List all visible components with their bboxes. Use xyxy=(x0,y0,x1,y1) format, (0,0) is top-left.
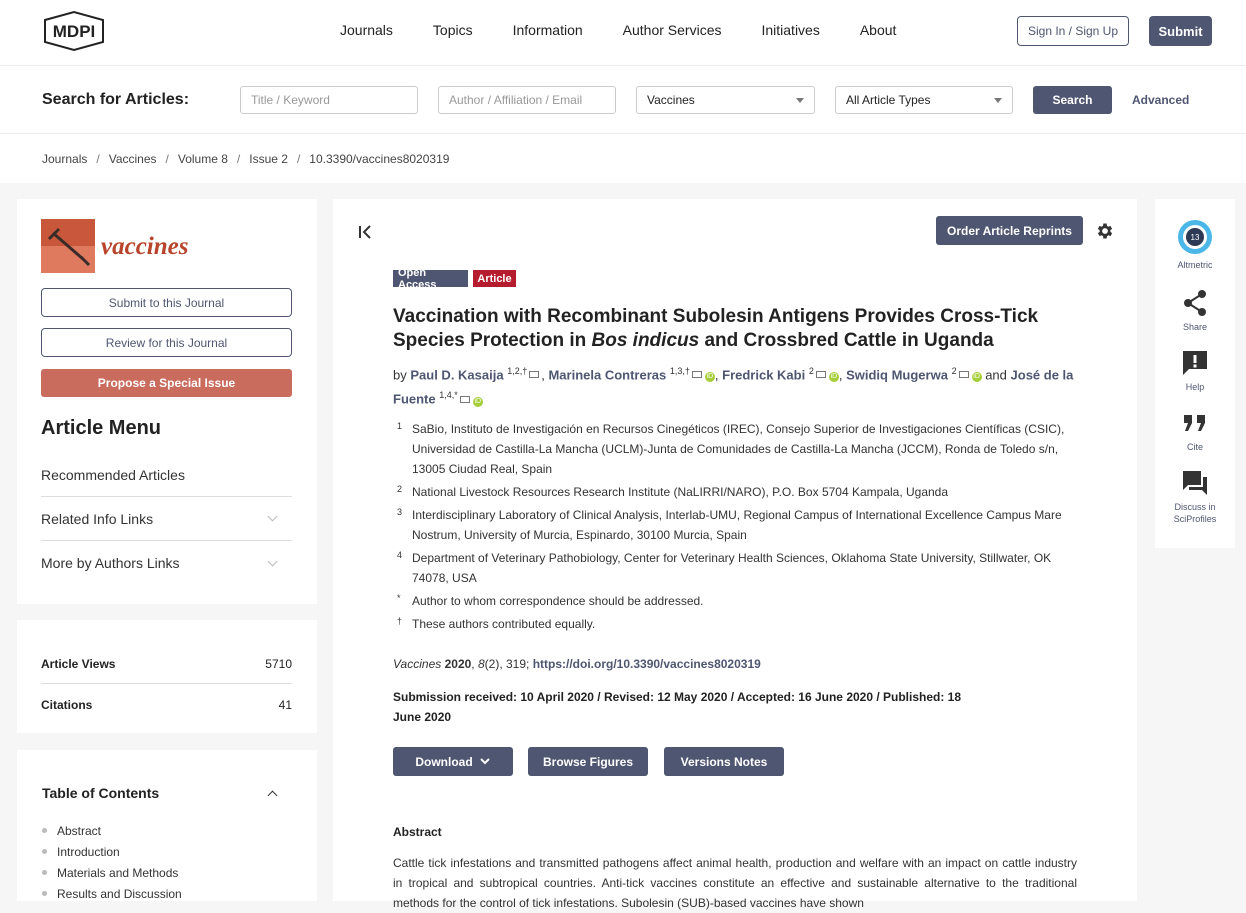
author-affiliation-input[interactable]: Author / Affiliation / Email xyxy=(438,86,616,114)
review-for-journal-button[interactable]: Review for this Journal xyxy=(41,328,292,357)
menu-related-info-links[interactable] xyxy=(41,497,292,541)
author-name[interactable]: José de la Fuente xyxy=(393,367,1074,407)
download-button[interactable] xyxy=(393,747,513,776)
nav-author-services[interactable]: Author Services xyxy=(622,22,722,38)
author-affiliation-sup: 2 xyxy=(808,366,814,376)
tool-label: Discuss in SciProfiles xyxy=(1173,502,1217,524)
stat-value: 5710 xyxy=(265,657,292,671)
article-type-badge: Article xyxy=(473,270,516,287)
mail-icon[interactable] xyxy=(460,396,470,403)
author-affiliation-sup: 1,4,* xyxy=(439,390,458,401)
abstract-text: Cattle tick infestations and transmitted pathogens affect animal health, production and welfare with an impact on cattle industry in tropical and subtropical countries. Anti-tick vaccines constitute an effective and sustainable alternative to the traditional methods for the control of tick infestations. Subolesin (SUB)-based vaccines have shown xyxy=(393,856,1077,910)
mail-icon[interactable] xyxy=(692,371,702,378)
menu-recommended-articles[interactable] xyxy=(41,453,292,497)
mail-icon[interactable] xyxy=(529,371,539,378)
open-access-badge: Open Access xyxy=(393,270,468,287)
affiliation-item: 4 Department of Veterinary Pathobiology, Center for Veterinary Health Sciences, Oklahoma State University, Stillwater, OK 74078, USA xyxy=(397,550,1052,585)
stat-citations xyxy=(41,698,292,712)
tool-label: Share xyxy=(1182,322,1208,332)
affiliation-item: * Author to whom correspondence should be addressed. xyxy=(397,593,704,608)
search-label: Search for Articles: xyxy=(42,91,190,108)
order-reprints-button[interactable]: Order Article Reprints xyxy=(936,216,1083,245)
toc-item-introduction[interactable]: Introduction xyxy=(42,841,182,862)
toc-item-abstract[interactable]: Abstract xyxy=(42,820,182,841)
submit-to-journal-button[interactable]: Submit to this Journal xyxy=(41,288,292,317)
chevron-down-icon xyxy=(479,758,491,766)
search-button[interactable]: Search xyxy=(1033,86,1112,114)
title-keyword-input[interactable]: Title / Keyword xyxy=(240,86,418,114)
mail-icon[interactable] xyxy=(959,371,969,378)
cite-volume: 8 xyxy=(477,657,485,671)
tool-label: Help xyxy=(1185,382,1205,392)
breadcrumb-doi: 10.3390/vaccines8020319 xyxy=(309,152,450,166)
propose-special-issue-button[interactable]: Propose a Special Issue xyxy=(41,369,292,397)
toc-item-materials-methods[interactable]: Materials and Methods xyxy=(42,862,182,883)
menu-item-label: Related Info Links xyxy=(41,510,154,527)
author-name[interactable]: Swidiq Mugerwa xyxy=(846,367,948,383)
breadcrumb-volume[interactable]: Volume 8 xyxy=(177,152,228,166)
journal-logo[interactable] xyxy=(41,219,201,273)
by-label: by xyxy=(393,367,407,383)
stat-label: Article Views xyxy=(41,657,116,671)
versions-notes-button[interactable]: Versions Notes xyxy=(664,747,784,776)
cite-journal: Vaccines xyxy=(393,657,442,671)
menu-item-label: Recommended Articles xyxy=(41,466,185,483)
chevron-down-icon xyxy=(268,556,278,566)
stat-article-views xyxy=(41,657,292,671)
svg-text:13: 13 xyxy=(1190,233,1200,242)
affiliation-item: 1 SaBio, Instituto de Investigación en Recursos Cinegéticos (IREC), Consejo Superior de Investigaciones Científicas (CSIC), Universidad de Castilla-La Mancha (UCLM)-Junta de Comunidades de Castilla-La Mancha (JCCM), Ronda de Toledo s/n, 13005 Ciudad Real, Spain xyxy=(397,421,1065,476)
and-label: and xyxy=(985,367,1007,383)
nav-about[interactable]: About xyxy=(859,22,897,38)
help-icon xyxy=(1181,349,1209,377)
sign-in-button[interactable]: Sign In / Sign Up xyxy=(1017,16,1129,46)
journal-select-value: Vaccines xyxy=(647,93,695,107)
breadcrumb-journals[interactable]: Journals xyxy=(42,152,88,166)
discuss-icon xyxy=(1181,469,1209,497)
abstract-heading: Abstract xyxy=(393,825,442,839)
article-main xyxy=(333,199,1137,910)
orcid-icon[interactable]: iD xyxy=(474,397,482,405)
orcid-icon[interactable]: iD xyxy=(973,373,980,381)
tool-label: Cite xyxy=(1186,442,1203,452)
author-affiliation-sup: 1,3,† xyxy=(669,366,690,376)
article-stats xyxy=(17,620,317,733)
svg-text:MDPI: MDPI xyxy=(52,22,96,41)
publication-dates: Submission received: 10 April 2020 / Revised: 12 May 2020 / Accepted: 16 June 2020 / Published: 18 June 2020 xyxy=(393,690,962,724)
help-tool[interactable] xyxy=(1155,349,1235,393)
article-type-select[interactable] xyxy=(835,86,1013,114)
citation-line: Vaccines 2020, 8(2), 319; https://doi.org/10.3390/vaccines8020319 xyxy=(393,657,761,671)
cite-year: 2020 xyxy=(444,657,472,671)
article-title xyxy=(393,305,1083,353)
menu-more-by-authors-links[interactable] xyxy=(41,541,292,585)
browse-figures-button[interactable]: Browse Figures xyxy=(528,747,648,776)
affiliation-item: † These authors contributed equally. xyxy=(397,616,596,631)
author-affiliation-sup: 1,2,† xyxy=(507,366,528,376)
author-affiliation-sup: 2 xyxy=(951,366,957,376)
mdpi-logo[interactable] xyxy=(41,10,107,52)
nav-journals[interactable]: Journals xyxy=(340,22,393,38)
author-name[interactable]: Paul D. Kasaija xyxy=(410,367,504,383)
cite-issue-page: (2), 319; xyxy=(484,657,533,671)
menu-item-label: More by Authors Links xyxy=(41,555,180,571)
toc-title[interactable]: Table of Contents xyxy=(42,785,160,801)
altmetric-icon xyxy=(1177,219,1213,255)
cite-tool[interactable] xyxy=(1155,409,1235,453)
chevron-down-icon xyxy=(268,512,278,522)
main-nav xyxy=(340,22,936,38)
chevron-down-icon xyxy=(994,98,1002,103)
cite-icon xyxy=(1182,409,1208,437)
stat-label: Citations xyxy=(41,698,93,712)
journal-select[interactable] xyxy=(636,86,815,114)
title-text: Vaccination with Recombinant Subolesin Antigens Provides Cross-Tick Species Protection in xyxy=(393,306,1039,351)
collapse-sidebar-icon[interactable] xyxy=(357,223,375,241)
divider xyxy=(41,683,292,684)
journal-sidebar xyxy=(17,199,317,604)
share-icon xyxy=(1182,289,1208,317)
affiliation-item: 3 Interdisciplinary Laboratory of Clinical Analysis, Interlab-UMU, Regional Campus of International Excellence Campus Mare Nostrum, University of Murcia, Espinardo, 30100 Murcia, Spain xyxy=(397,507,1062,542)
affiliation-list xyxy=(397,419,1077,637)
search-bar xyxy=(0,66,1246,134)
breadcrumb: Journals / Vaccines / Volume 8 / Issue 2 / 10.3390/vaccines8020319 xyxy=(0,134,1246,183)
article-tools xyxy=(1155,199,1235,548)
article-type-select-value: All Article Types xyxy=(846,93,931,107)
orcid-icon[interactable]: iD xyxy=(706,373,714,381)
affiliation-item: 2 National Livestock Resources Research Institute (NaLIRRI/NARO), P.O. Box 5704 Kampala, Uganda xyxy=(397,484,949,499)
stat-value: 41 xyxy=(278,698,292,712)
share-tool[interactable] xyxy=(1155,289,1235,333)
author-name[interactable]: Fredrick Kabi xyxy=(722,367,806,383)
author-name[interactable]: Marinela Contreras xyxy=(548,367,667,383)
title-italic-text: Bos indicus xyxy=(591,330,700,351)
article-menu-title: Article Menu xyxy=(41,417,162,439)
doi-link[interactable]: https://doi.org/10.3390/vaccines8020319 xyxy=(532,657,761,671)
author-list: by Paul D. Kasaija $^{1,2,\dagger}$ , Marinela Contreras $^{1,3,\dagger}$iD , Fredrick Kabi $^2$iD , Swidiq Mugerwa $^2$iD and José de la Fuente $^{1,4,*}$iD xyxy=(393,366,1074,407)
submit-button[interactable]: Submit xyxy=(1149,16,1212,46)
gear-icon[interactable] xyxy=(1095,221,1115,241)
advanced-search-link[interactable]: Advanced xyxy=(1132,93,1190,107)
mail-icon[interactable] xyxy=(816,371,826,378)
discuss-tool[interactable] xyxy=(1155,469,1235,525)
title-text: and Crossbred Cattle in Uganda xyxy=(699,330,994,351)
nav-topics[interactable]: Topics xyxy=(432,22,473,38)
nav-information[interactable]: Information xyxy=(512,22,583,38)
altmetric-tool[interactable] xyxy=(1155,219,1235,271)
svg-text:vaccines: vaccines xyxy=(101,233,189,260)
download-label: Download xyxy=(415,754,473,769)
nav-initiatives[interactable]: Initiatives xyxy=(761,22,820,38)
orcid-icon[interactable]: iD xyxy=(830,373,838,381)
table-of-contents xyxy=(17,750,317,901)
breadcrumb-issue[interactable]: Issue 2 xyxy=(249,152,288,166)
chevron-down-icon xyxy=(796,98,804,103)
chevron-up-icon[interactable] xyxy=(268,791,278,801)
top-header xyxy=(0,0,1246,66)
tool-label: Altmetric xyxy=(1177,260,1213,270)
breadcrumb-vaccines[interactable]: Vaccines xyxy=(108,152,157,166)
toc-item-results-discussion[interactable]: Results and Discussion xyxy=(42,883,182,904)
